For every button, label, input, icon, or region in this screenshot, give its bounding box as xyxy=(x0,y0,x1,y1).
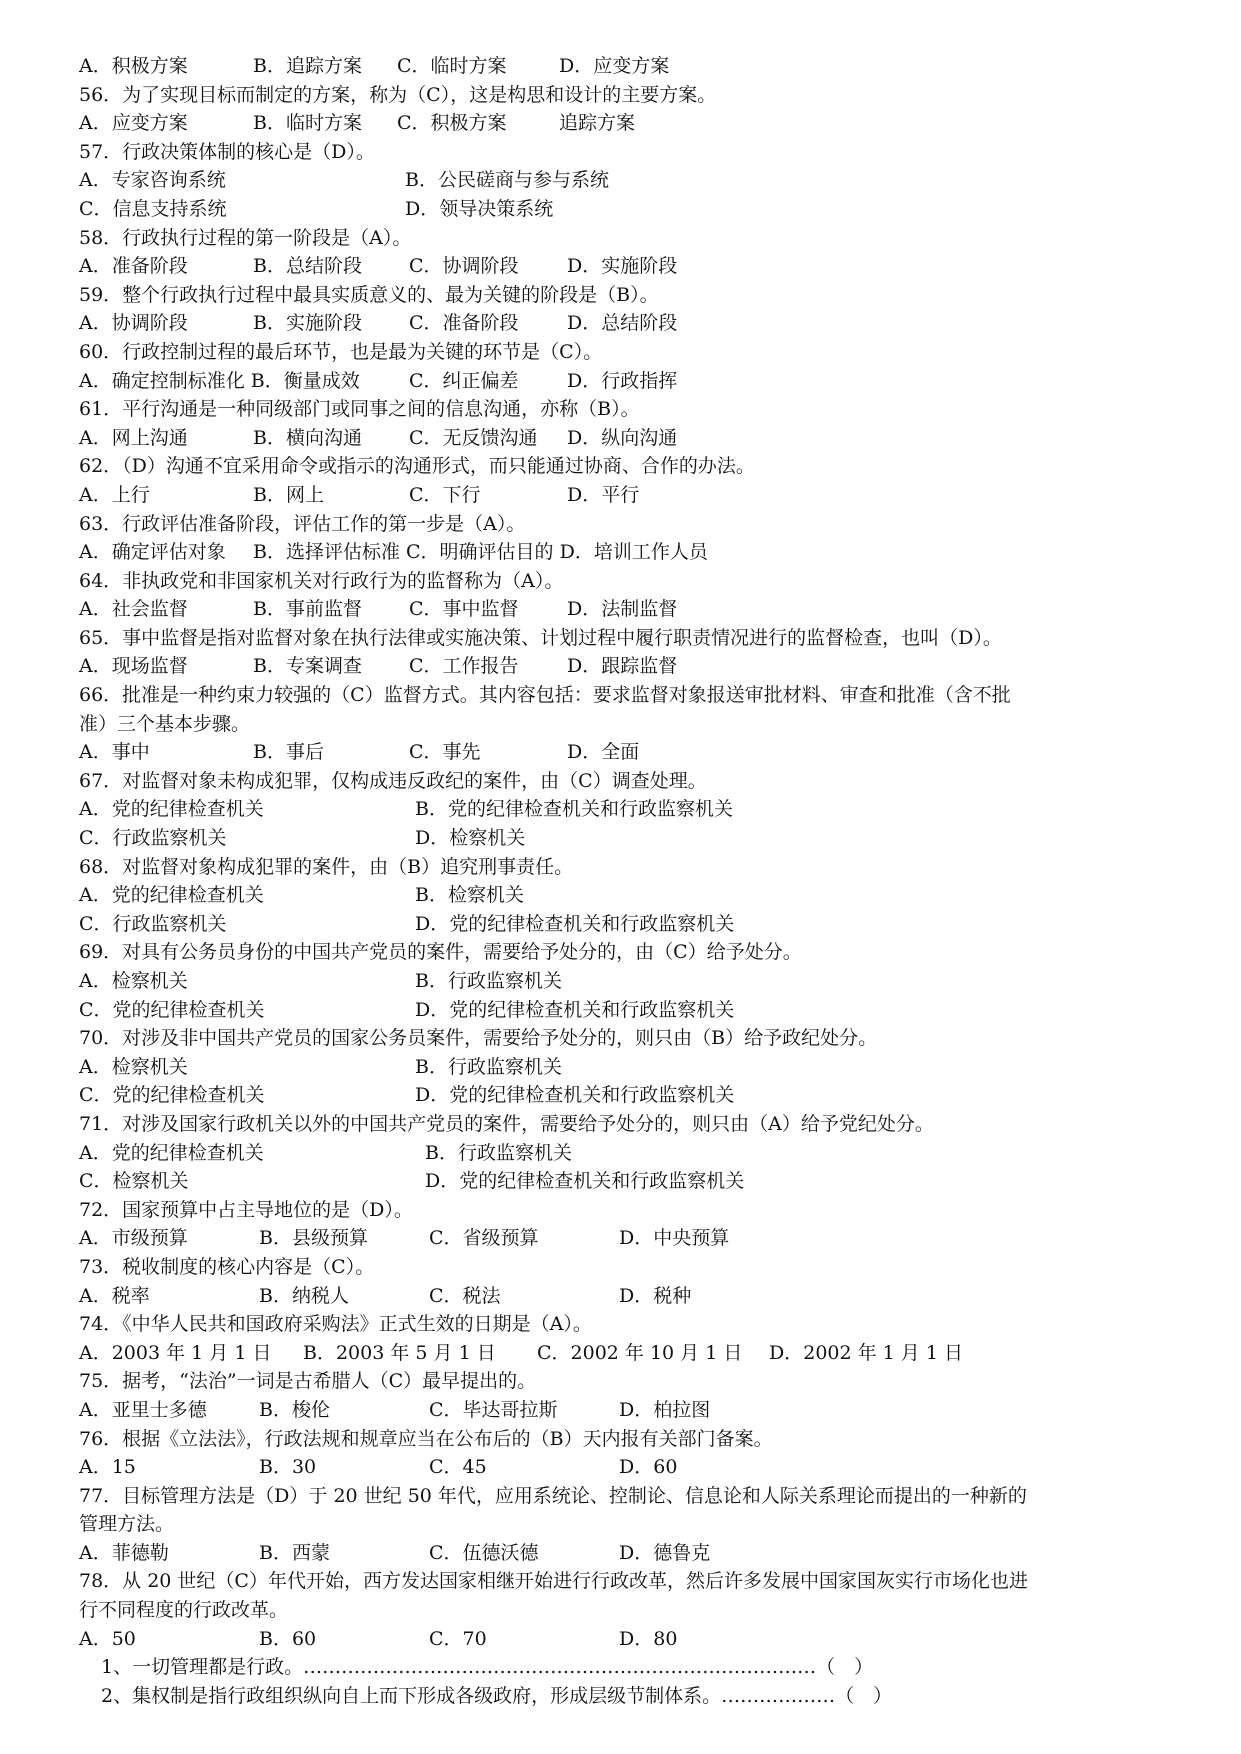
question-text: 行不同程度的行政改革。 xyxy=(79,1599,289,1622)
option-row xyxy=(79,881,1189,910)
answer-option: C．党的纪律检查机关 xyxy=(79,998,265,1021)
answer-option: A．党的纪律检查机关 xyxy=(79,884,264,907)
question-text: 78．从 20 世纪（C）年代开始，西方发达国家相继开始进行行政改革，然后许多发展中国家国灰实行市场化也进 xyxy=(79,1570,1028,1593)
question-text: 66．批准是一种约束力较强的（C）监督方式。其内容包括：要求监督对象报送审批材料、审查和批准（含不批 xyxy=(79,684,1011,707)
answer-option: C．70 xyxy=(429,1627,487,1650)
question-text: 71．对涉及国家行政机关以外的中国共产党员的案件，需要给予处分的，则只由（A）给予党纪处分。 xyxy=(79,1112,934,1135)
answer-option: C．信息支持系统 xyxy=(79,197,227,220)
answer-option: A．准备阶段 xyxy=(79,255,188,278)
option-row xyxy=(79,109,1189,138)
option-row xyxy=(79,1139,1189,1168)
question-text: 69．对具有公务员身份的中国共产党员的案件，需要给予处分的，由（C）给予处分。 xyxy=(79,941,802,964)
question-text: 56．为了实现目标而制定的方案，称为（C），这是构思和设计的主要方案。 xyxy=(79,83,717,106)
option-row xyxy=(79,1282,1189,1311)
option-row xyxy=(79,1224,1189,1253)
answer-option: D．柏拉图 xyxy=(619,1398,711,1421)
answer-option: C．检察机关 xyxy=(79,1170,189,1193)
option-row xyxy=(79,595,1189,624)
answer-option: C．税法 xyxy=(429,1284,501,1307)
option-row xyxy=(79,738,1189,767)
answer-option: B．选择评估标准 C．明确评估目的 D．培训工作人员 xyxy=(253,541,708,564)
answer-option: B．总结阶段 xyxy=(253,255,362,278)
answer-option: B．30 xyxy=(259,1456,317,1479)
question-text: 准）三个基本步骤。 xyxy=(79,712,251,735)
answer-option: C．行政监察机关 xyxy=(79,912,227,935)
answer-option: A．市级预算 xyxy=(79,1227,188,1250)
answer-option: A．菲德勒 xyxy=(79,1541,169,1564)
option-row xyxy=(79,910,1189,939)
option-row xyxy=(79,52,1189,81)
option-row xyxy=(79,1453,1189,1482)
option-row xyxy=(79,967,1189,996)
question-text: 70．对涉及非中国共产党员的国家公务员案件，需要给予处分的，则只由（B）给予政纪处分。 xyxy=(79,1027,878,1050)
question-text: 73．税收制度的核心内容是（C）。 xyxy=(79,1255,375,1278)
question-text: 60．行政控制过程的最后环节，也是最为关键的环节是（C）。 xyxy=(79,340,603,363)
answer-option: B．行政监察机关 xyxy=(415,970,562,992)
answer-option: A．确定控制标准化 B．衡量成效 xyxy=(79,369,360,392)
answer-option: C．2002 年 10 月 1 日 xyxy=(537,1341,743,1364)
question-text: 72．国家预算中占主导地位的是（D）。 xyxy=(79,1198,413,1221)
answer-option: C．伍德沃德 xyxy=(429,1541,539,1564)
option-row xyxy=(79,1081,1189,1110)
answer-option: C．准备阶段 xyxy=(409,312,519,335)
question-text: 75．据考，“法治”一词是古希腊人（C）最早提出的。 xyxy=(79,1370,537,1393)
answer-option: C．毕达哥拉斯 xyxy=(429,1398,558,1421)
option-row xyxy=(79,996,1189,1025)
answer-option: B．事前监督 xyxy=(253,598,362,621)
answer-option: B．县级预算 xyxy=(259,1227,368,1250)
answer-option: A．50 xyxy=(79,1627,136,1650)
answer-option: B．实施阶段 xyxy=(253,312,362,335)
answer-option: B．临时方案 xyxy=(253,112,362,135)
question-text: 63．行政评估准备阶段，评估工作的第一步是（A）。 xyxy=(79,512,526,535)
question-text: 67．对监督对象未构成犯罪，仅构成违反政纪的案件，由（C）调查处理。 xyxy=(79,769,707,792)
answer-option: D．80 xyxy=(619,1627,678,1650)
option-row xyxy=(79,652,1189,681)
answer-option: A．党的纪律检查机关 xyxy=(79,1141,264,1164)
question-text: 64．非执政党和非国家机关对行政行为的监督称为（A）。 xyxy=(79,569,564,592)
answer-option: C．无反馈沟通 xyxy=(409,426,538,449)
answer-option: B．行政监察机关 xyxy=(425,1141,572,1164)
question-text: 77．目标管理方法是（D）于 20 世纪 50 年代，应用系统论、控制论、信息论和人际关系理论而提出的一种新的 xyxy=(79,1484,1027,1507)
answer-option: B．横向沟通 xyxy=(253,426,362,449)
answer-option: A．上行 xyxy=(79,483,150,506)
answer-option: D．行政指挥 xyxy=(567,369,678,392)
true-false-item: 2、集权制是指行政组织纵向自上而下形成各级政府，形成层级节制体系。………………（ ） xyxy=(101,1684,893,1707)
exam-document xyxy=(79,52,1189,1710)
question-text: 74．《中华人民共和国政府采购法》正式生效的日期是（A）。 xyxy=(79,1313,592,1336)
option-row xyxy=(79,1339,1189,1368)
answer-option: C．事先 xyxy=(409,741,481,764)
question-text: 61．平行沟通是一种同级部门或同事之间的信息沟通，亦称（B）。 xyxy=(79,398,640,421)
answer-option: B．梭伦 xyxy=(259,1398,330,1421)
answer-option: C．临时方案 xyxy=(397,55,507,77)
answer-option: C．工作报告 xyxy=(409,655,519,678)
answer-option: D．纵向沟通 xyxy=(567,426,678,449)
answer-option: D．平行 xyxy=(567,483,640,506)
answer-option: D．党的纪律检查机关和行政监察机关 xyxy=(415,912,735,935)
answer-option: B．检察机关 xyxy=(415,884,524,907)
answer-option: A．确定评估对象 xyxy=(79,541,226,564)
answer-option: D．党的纪律检查机关和行政监察机关 xyxy=(425,1170,745,1193)
answer-option: A．税率 xyxy=(79,1284,150,1307)
question-text: 68．对监督对象构成犯罪的案件，由（B）追究刑事责任。 xyxy=(79,855,574,878)
answer-option: D．应变方案 xyxy=(559,55,670,77)
answer-option: A．应变方案 xyxy=(79,112,188,135)
option-row xyxy=(79,424,1189,453)
question-text: 57．行政决策体制的核心是（D）。 xyxy=(79,140,375,163)
answer-option: 追踪方案 xyxy=(559,112,636,135)
answer-option: D．中央预算 xyxy=(619,1227,730,1250)
answer-option: D．党的纪律检查机关和行政监察机关 xyxy=(415,998,735,1021)
answer-option: B．追踪方案 xyxy=(253,55,362,77)
answer-option: A．检察机关 xyxy=(79,970,188,992)
answer-option: B．公民磋商与参与系统 xyxy=(405,169,609,192)
answer-option: C．事中监督 xyxy=(409,598,519,621)
answer-option: A．社会监督 xyxy=(79,598,188,621)
option-row xyxy=(79,1053,1189,1082)
answer-option: D．跟踪监督 xyxy=(567,655,678,678)
answer-option: B．事后 xyxy=(253,741,324,764)
answer-option: B．党的纪律检查机关和行政监察机关 xyxy=(415,798,733,821)
answer-option: D．党的纪律检查机关和行政监察机关 xyxy=(415,1084,735,1107)
answer-option: D．2002 年 1 月 1 日 xyxy=(769,1341,963,1364)
answer-option: B．网上 xyxy=(253,483,324,506)
answer-option: B．纳税人 xyxy=(259,1284,349,1307)
answer-option: B．2003 年 5 月 1 日 xyxy=(303,1341,496,1364)
question-text: 62．（D）沟通不宜采用命令或指示的沟通形式，而只能通过协商、合作的办法。 xyxy=(79,455,755,478)
answer-option: C．省级预算 xyxy=(429,1227,539,1250)
answer-option: D．实施阶段 xyxy=(567,255,678,278)
answer-option: D．德鲁克 xyxy=(619,1541,711,1564)
true-false-item: 1、一切管理都是行政。………………………………………………………………………（ ） xyxy=(101,1656,874,1679)
answer-option: A．事中 xyxy=(79,741,150,764)
option-row xyxy=(79,195,1189,224)
answer-option: A．检察机关 xyxy=(79,1055,188,1078)
answer-option: D．总结阶段 xyxy=(567,312,678,335)
answer-option: A．2003 年 1 月 1 日 xyxy=(79,1341,272,1364)
question-text: 管理方法。 xyxy=(79,1513,175,1536)
answer-option: D．领导决策系统 xyxy=(405,197,554,220)
answer-option: D．60 xyxy=(619,1456,678,1479)
question-text: 76．根据《立法法》，行政法规和规章应当在公布后的（B）天内报有关部门备案。 xyxy=(79,1427,773,1450)
answer-option: B．行政监察机关 xyxy=(415,1055,562,1078)
option-row xyxy=(79,538,1189,567)
answer-option: B．西蒙 xyxy=(259,1541,330,1564)
option-row xyxy=(79,252,1189,281)
answer-option: B．专案调查 xyxy=(253,655,362,678)
answer-option: B．60 xyxy=(259,1627,317,1650)
option-row xyxy=(79,309,1189,338)
answer-option: A．专家咨询系统 xyxy=(79,169,226,192)
answer-option: A．党的纪律检查机关 xyxy=(79,798,264,821)
option-row xyxy=(79,795,1189,824)
option-row xyxy=(79,367,1189,396)
option-row xyxy=(79,824,1189,853)
option-row xyxy=(79,1167,1189,1196)
answer-option: C．协调阶段 xyxy=(409,255,519,278)
option-row xyxy=(79,481,1189,510)
answer-option: C．45 xyxy=(429,1456,487,1479)
question-text: 58．行政执行过程的第一阶段是（A）。 xyxy=(79,226,412,249)
answer-option: A．积极方案 xyxy=(79,55,188,77)
question-text: 65．事中监督是指对监督对象在执行法律或实施决策、计划过程中履行职责情况进行的监督检查，也叫（D）。 xyxy=(79,626,1002,649)
answer-option: D．检察机关 xyxy=(415,827,526,850)
answer-option: D．全面 xyxy=(567,741,640,764)
answer-option: A．15 xyxy=(79,1456,136,1479)
option-row xyxy=(79,1396,1189,1425)
question-text: 59．整个行政执行过程中最具实质意义的、最为关键的阶段是（B）。 xyxy=(79,283,659,306)
answer-option: C．纠正偏差 xyxy=(409,369,519,392)
answer-option: A．网上沟通 xyxy=(79,426,188,449)
answer-option: A．现场监督 xyxy=(79,655,188,678)
answer-option: A．协调阶段 xyxy=(79,312,188,335)
option-row xyxy=(79,166,1189,195)
answer-option: A．亚里士多德 xyxy=(79,1398,207,1421)
answer-option: C．党的纪律检查机关 xyxy=(79,1084,265,1107)
option-row xyxy=(79,1539,1189,1568)
answer-option: C．积极方案 xyxy=(397,112,507,135)
answer-option: D．税种 xyxy=(619,1284,692,1307)
answer-option: D．法制监督 xyxy=(567,598,678,621)
answer-option: C．行政监察机关 xyxy=(79,827,227,850)
option-row xyxy=(79,1625,1189,1654)
answer-option: C．下行 xyxy=(409,483,481,506)
